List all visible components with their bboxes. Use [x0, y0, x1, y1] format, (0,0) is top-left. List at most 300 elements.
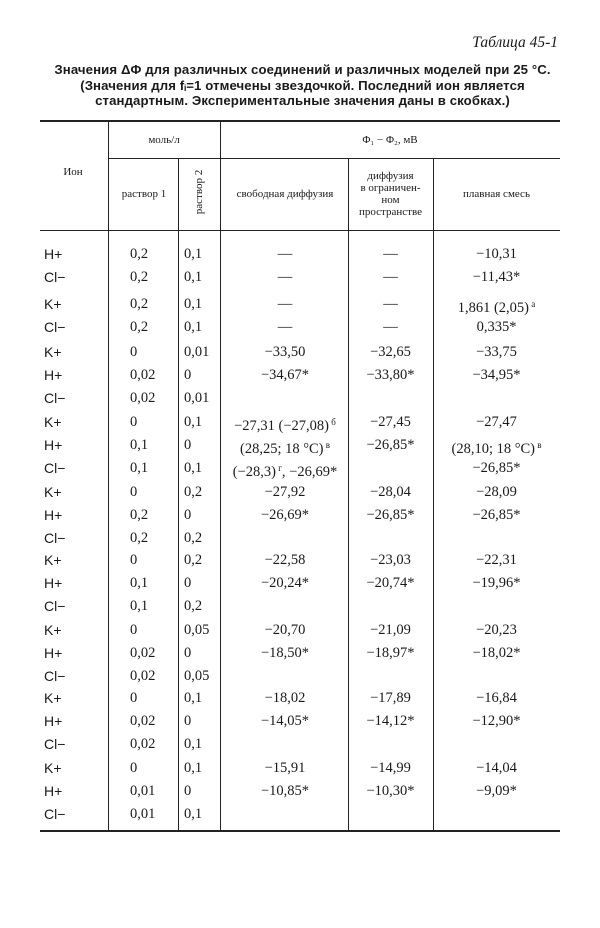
solution-1-cell	[130, 595, 176, 617]
solution-1-cell-value: 0,2	[130, 296, 149, 312]
table-row	[0, 687, 600, 709]
ion-cell-value: Cl−	[44, 269, 66, 285]
free-diffusion-cell	[222, 434, 348, 456]
smooth-mixture-cell-value: −22,31	[476, 552, 517, 568]
limited-diffusion-cell	[348, 293, 433, 315]
solution-2-cell-value: 0,1	[184, 246, 203, 262]
ion-cell-value: K+	[44, 690, 62, 706]
solution-1-cell-value: 0,2	[130, 319, 149, 335]
smooth-mixture-cell	[433, 387, 560, 409]
ion-cell	[44, 687, 100, 709]
ion-cell-value: K+	[44, 552, 62, 568]
limited-diffusion-cell	[348, 780, 433, 802]
limited-diffusion-cell-value: −17,89	[370, 690, 411, 706]
header-potential: Φ₁ − Φ₂, мВ	[362, 134, 418, 146]
table-row	[0, 619, 600, 641]
free-diffusion-cell	[222, 411, 348, 433]
smooth-mixture-cell	[433, 434, 560, 456]
solution-2-cell-value: 0,1	[184, 460, 203, 476]
ion-cell	[44, 619, 100, 641]
smooth-mixture-cell	[433, 316, 560, 338]
footnote-mark: б	[329, 417, 336, 427]
header-concentration: моль/л	[148, 134, 180, 146]
smooth-mixture-cell-value: −19,96*	[472, 575, 521, 591]
header-limited-diffusion	[348, 170, 433, 218]
solution-2-cell	[184, 527, 220, 549]
solution-1-cell	[130, 411, 176, 433]
limited-diffusion-cell-value: —	[383, 296, 398, 312]
table-row	[0, 642, 600, 664]
smooth-mixture-cell	[433, 364, 560, 386]
table-row	[0, 364, 600, 386]
free-diffusion-cell	[222, 687, 348, 709]
solution-1-cell	[130, 481, 176, 503]
ion-cell	[44, 757, 100, 779]
free-diffusion-cell	[222, 364, 348, 386]
limited-diffusion-cell	[348, 266, 433, 288]
smooth-mixture-cell-value: (28,10; 18 °С)	[451, 441, 536, 457]
solution-1-cell	[130, 341, 176, 363]
header-bottom-rule	[40, 230, 560, 231]
ion-cell	[44, 411, 100, 433]
footnote-mark: г	[275, 463, 282, 473]
header-free-diffusion: свободная диффузия	[236, 188, 334, 200]
smooth-mixture-cell	[433, 266, 560, 288]
solution-2-cell-value: 0,2	[184, 598, 203, 614]
ion-cell-value: H+	[44, 645, 63, 661]
free-diffusion-cell	[222, 619, 348, 641]
ion-cell	[44, 527, 100, 549]
solution-1-cell-value: 0,2	[130, 530, 149, 546]
limited-diffusion-cell-value: −23,03	[370, 552, 411, 568]
free-diffusion-cell	[222, 387, 348, 409]
solution-2-cell	[184, 757, 220, 779]
solution-2-cell-value: 0,05	[184, 622, 210, 638]
free-diffusion-cell-value: —	[277, 296, 293, 312]
ion-cell	[44, 665, 100, 687]
smooth-mixture-cell	[433, 757, 560, 779]
smooth-mixture-cell-value: −18,02*	[472, 645, 521, 661]
solution-1-cell	[130, 733, 176, 755]
solution-2-cell-value: 0,1	[184, 414, 203, 430]
free-diffusion-cell	[222, 642, 348, 664]
limited-diffusion-cell	[348, 341, 433, 363]
solution-1-cell-value: 0	[130, 484, 138, 500]
ion-cell	[44, 316, 100, 338]
ion-cell	[44, 504, 100, 526]
solution-1-cell-value: 0,2	[130, 507, 149, 523]
free-diffusion-cell	[222, 572, 348, 594]
smooth-mixture-cell	[433, 733, 560, 755]
free-diffusion-cell	[222, 266, 348, 288]
ion-cell-value: Cl−	[44, 736, 66, 752]
ion-cell	[44, 293, 100, 315]
table-top-rule	[40, 120, 560, 122]
table-row	[0, 266, 600, 288]
free-diffusion-cell-value: −27,31 (−27,08)	[234, 418, 330, 434]
solution-2-cell-value: 0,1	[184, 690, 203, 706]
smooth-mixture-cell	[433, 780, 560, 802]
free-diffusion-cell-value: —	[277, 269, 293, 285]
smooth-mixture-cell	[433, 481, 560, 503]
solution-1-cell-value: 0,2	[130, 269, 149, 285]
solution-2-cell	[184, 504, 220, 526]
footnote-mark: в	[535, 440, 542, 450]
smooth-mixture-cell	[433, 527, 560, 549]
free-diffusion-cell	[222, 293, 348, 315]
limited-diffusion-cell-value: −14,12*	[366, 713, 415, 729]
smooth-mixture-cell-value: 1,861 (2,05)	[457, 300, 530, 316]
ion-cell-value: Cl−	[44, 530, 66, 546]
solution-2-cell-value: 0,1	[184, 806, 203, 822]
limited-diffusion-cell	[348, 757, 433, 779]
smooth-mixture-cell-value: −12,90*	[472, 713, 521, 729]
solution-1-cell-value: 0,02	[130, 713, 156, 729]
solution-2-cell	[184, 642, 220, 664]
table-row	[0, 780, 600, 802]
ion-cell	[44, 780, 100, 802]
solution-2-cell-value: 0,1	[184, 736, 203, 752]
ion-cell	[44, 481, 100, 503]
solution-1-cell	[130, 387, 176, 409]
ion-cell-value: Cl−	[44, 806, 66, 822]
limited-diffusion-cell	[348, 504, 433, 526]
ion-cell-value: K+	[44, 622, 62, 638]
solution-2-cell	[184, 687, 220, 709]
free-diffusion-cell	[222, 316, 348, 338]
smooth-mixture-cell	[433, 710, 560, 732]
free-diffusion-cell	[222, 665, 348, 687]
ion-cell-value: H+	[44, 575, 63, 591]
solution-1-cell-value: 0	[130, 690, 138, 706]
smooth-mixture-cell-value: −20,23	[476, 622, 517, 638]
table-row	[0, 316, 600, 338]
limited-diffusion-cell	[348, 665, 433, 687]
solution-1-cell-value: 0,02	[130, 668, 156, 684]
ion-cell-value: K+	[44, 296, 62, 312]
ion-cell	[44, 733, 100, 755]
free-diffusion-cell-value: (−28,3)	[232, 464, 276, 480]
ion-cell	[44, 803, 100, 825]
smooth-mixture-cell-value: −16,84	[476, 690, 517, 706]
limited-diffusion-cell-value: —	[383, 269, 398, 285]
solution-1-cell-value: 0	[130, 760, 138, 776]
smooth-mixture-cell	[433, 457, 560, 479]
table-row	[0, 411, 600, 433]
ion-cell	[44, 457, 100, 479]
smooth-mixture-cell-value: −11,43*	[472, 269, 521, 285]
solution-1-cell	[130, 642, 176, 664]
solution-1-cell	[130, 364, 176, 386]
smooth-mixture-cell-value: −26,85*	[472, 460, 521, 476]
free-diffusion-cell-value: −34,67*	[260, 367, 310, 383]
ion-cell	[44, 266, 100, 288]
free-diffusion-cell-value: −20,24*	[260, 575, 310, 591]
header-line: пространстве	[359, 206, 422, 218]
solution-1-cell	[130, 457, 176, 479]
limited-diffusion-cell	[348, 243, 433, 265]
limited-diffusion-cell	[348, 316, 433, 338]
footnote-mark: а	[529, 299, 536, 309]
ion-cell-value: Cl−	[44, 460, 66, 476]
ion-cell	[44, 710, 100, 732]
smooth-mixture-cell	[433, 619, 560, 641]
solution-2-cell	[184, 549, 220, 571]
solution-2-cell-value: 0,2	[184, 484, 203, 500]
limited-diffusion-cell	[348, 619, 433, 641]
table-number: Таблица 45-1	[472, 34, 558, 51]
solution-1-cell	[130, 316, 176, 338]
limited-diffusion-cell	[348, 364, 433, 386]
solution-2-cell	[184, 364, 220, 386]
limited-diffusion-cell-value: −28,04	[370, 484, 411, 500]
solution-1-cell	[130, 780, 176, 802]
solution-1-cell	[130, 665, 176, 687]
smooth-mixture-cell	[433, 504, 560, 526]
table-row	[0, 710, 600, 732]
limited-diffusion-cell	[348, 527, 433, 549]
ion-cell-value: K+	[44, 760, 62, 776]
free-diffusion-cell	[222, 710, 348, 732]
solution-2-cell	[184, 243, 220, 265]
smooth-mixture-cell-value: 0,335*	[476, 319, 517, 335]
table-row	[0, 243, 600, 265]
ion-cell	[44, 434, 100, 456]
solution-1-cell-value: 0	[130, 344, 138, 360]
free-diffusion-cell-value: −33,50	[264, 344, 306, 360]
solution-2-cell	[184, 293, 220, 315]
ion-cell-value: H+	[44, 713, 63, 729]
solution-2-cell	[184, 481, 220, 503]
solution-1-cell	[130, 266, 176, 288]
ion-cell	[44, 572, 100, 594]
table-row	[0, 733, 600, 755]
limited-diffusion-cell	[348, 481, 433, 503]
ion-cell-value: Cl−	[44, 390, 66, 406]
limited-diffusion-cell	[348, 733, 433, 755]
ion-cell-value: H+	[44, 367, 63, 383]
smooth-mixture-cell	[433, 572, 560, 594]
solution-1-cell-value: 0	[130, 552, 138, 568]
limited-diffusion-cell	[348, 457, 433, 479]
ion-cell-value: H+	[44, 246, 63, 262]
smooth-mixture-cell-value: −27,47	[476, 414, 517, 430]
limited-diffusion-cell-value: −32,65	[370, 344, 411, 360]
limited-diffusion-cell-value: −21,09	[370, 622, 411, 638]
free-diffusion-cell-value: −14,05*	[260, 713, 310, 729]
ion-cell-value: H+	[44, 783, 63, 799]
header-solution-1: раствор 1	[121, 188, 167, 200]
ion-cell-value: H+	[44, 507, 63, 523]
free-diffusion-cell	[222, 549, 348, 571]
ion-cell-value: Cl−	[44, 668, 66, 684]
solution-2-cell-value: 0	[184, 645, 192, 661]
footnote-mark: в	[323, 440, 331, 450]
limited-diffusion-cell-value: —	[383, 319, 398, 335]
ion-cell-value: K+	[44, 484, 62, 500]
solution-1-cell	[130, 687, 176, 709]
free-diffusion-cell	[222, 803, 348, 825]
smooth-mixture-cell	[433, 411, 560, 433]
table-row	[0, 504, 600, 526]
solution-2-cell-value: 0	[184, 575, 192, 591]
free-diffusion-cell	[222, 780, 348, 802]
free-diffusion-cell-value: (28,25; 18 °С)	[239, 441, 324, 457]
ion-cell-value: Cl−	[44, 598, 66, 614]
smooth-mixture-cell-value: −14,04	[476, 760, 517, 776]
solution-2-cell	[184, 387, 220, 409]
limited-diffusion-cell	[348, 411, 433, 433]
solution-1-cell-value: 0	[130, 622, 138, 638]
free-diffusion-cell-value: —	[277, 246, 293, 262]
solution-2-cell-value: 0	[184, 713, 192, 729]
limited-diffusion-cell	[348, 642, 433, 664]
ion-cell	[44, 341, 100, 363]
free-diffusion-cell	[222, 733, 348, 755]
limited-diffusion-cell-value: —	[383, 246, 398, 262]
solution-1-cell	[130, 434, 176, 456]
limited-diffusion-cell-value: −20,74*	[366, 575, 415, 591]
limited-diffusion-cell-value: −33,80*	[366, 367, 415, 383]
solution-1-cell	[130, 293, 176, 315]
solution-2-cell	[184, 733, 220, 755]
smooth-mixture-cell	[433, 341, 560, 363]
free-diffusion-cell-value: −10,85*	[260, 783, 310, 799]
free-diffusion-cell	[222, 243, 348, 265]
solution-2-cell-value: 0	[184, 783, 192, 799]
free-diffusion-cell	[222, 341, 348, 363]
solution-2-cell	[184, 457, 220, 479]
limited-diffusion-cell	[348, 387, 433, 409]
solution-2-cell-value: 0,2	[184, 530, 203, 546]
smooth-mixture-cell	[433, 665, 560, 687]
smooth-mixture-cell-value: −26,85*	[472, 507, 521, 523]
solution-2-cell-value: 0	[184, 507, 192, 523]
header-ion: Ион	[63, 166, 83, 178]
solution-1-cell-value: 0,02	[130, 390, 156, 406]
solution-1-cell-value: 0,01	[130, 783, 156, 799]
solution-2-cell-value: 0,1	[184, 319, 203, 335]
limited-diffusion-cell	[348, 434, 433, 456]
free-diffusion-cell-value: −26,69*	[260, 507, 310, 523]
solution-1-cell	[130, 504, 176, 526]
solution-2-cell-value: 0,2	[184, 552, 203, 568]
solution-1-cell	[130, 619, 176, 641]
ion-cell-value: K+	[44, 414, 62, 430]
table-row	[0, 803, 600, 825]
free-diffusion-cell-value: —	[277, 319, 293, 335]
table-row	[0, 481, 600, 503]
free-diffusion-cell	[222, 504, 348, 526]
limited-diffusion-cell-value: −18,97*	[366, 645, 415, 661]
free-diffusion-cell-value: −15,91	[264, 760, 306, 776]
limited-diffusion-cell	[348, 595, 433, 617]
solution-2-cell-value: 0	[184, 437, 192, 453]
table-row	[0, 387, 600, 409]
table-row	[0, 434, 600, 456]
ion-cell-value: Cl−	[44, 319, 66, 335]
solution-2-cell-value: 0,01	[184, 390, 210, 406]
solution-1-cell-value: 0	[130, 414, 138, 430]
smooth-mixture-cell-value: −9,09*	[476, 783, 517, 799]
free-diffusion-cell-value: −18,50*	[260, 645, 310, 661]
solution-2-cell	[184, 572, 220, 594]
ion-cell	[44, 243, 100, 265]
solution-2-cell-value: 0,1	[184, 269, 203, 285]
solution-2-cell	[184, 316, 220, 338]
caption-line: стандартным. Экспериментальные значения даны в скобках.)	[95, 93, 510, 108]
free-diffusion-cell	[222, 457, 348, 479]
smooth-mixture-cell	[433, 293, 560, 315]
header-line: в ограничен-	[360, 182, 421, 194]
table-row	[0, 757, 600, 779]
solution-1-cell-value: 0,1	[130, 575, 149, 591]
solution-1-cell-value: 0,01	[130, 806, 156, 822]
solution-2-cell	[184, 665, 220, 687]
smooth-mixture-cell-value: −10,31	[476, 246, 517, 262]
free-diffusion-cell	[222, 595, 348, 617]
free-diffusion-cell-value: −18,02	[264, 690, 306, 706]
smooth-mixture-cell	[433, 687, 560, 709]
solution-2-cell	[184, 266, 220, 288]
solution-2-cell-value: 0,01	[184, 344, 210, 360]
free-diffusion-cell-value: −20,70	[264, 622, 306, 638]
solution-1-cell-value: 0,02	[130, 645, 156, 661]
table-row	[0, 665, 600, 687]
header-smooth-mixture: плавная смесь	[463, 188, 530, 200]
header-mid-rule	[108, 158, 560, 159]
solution-1-cell	[130, 757, 176, 779]
solution-2-cell	[184, 434, 220, 456]
header-solution-2: раствор 2	[193, 169, 205, 215]
solution-1-cell	[130, 243, 176, 265]
smooth-mixture-cell-value: −28,09	[476, 484, 517, 500]
ion-cell	[44, 549, 100, 571]
table-bottom-rule	[40, 830, 560, 832]
free-diffusion-cell-value: −22,58	[264, 552, 306, 568]
solution-1-cell-value: 0,2	[130, 246, 149, 262]
smooth-mixture-cell	[433, 803, 560, 825]
ion-cell	[44, 595, 100, 617]
limited-diffusion-cell	[348, 549, 433, 571]
ion-cell	[44, 642, 100, 664]
solution-2-cell-value: 0,05	[184, 668, 210, 684]
smooth-mixture-cell	[433, 549, 560, 571]
solution-2-cell	[184, 619, 220, 641]
header-line: ном	[381, 194, 400, 206]
solution-2-cell-value: 0	[184, 367, 192, 383]
solution-2-cell	[184, 341, 220, 363]
table-row	[0, 293, 600, 315]
solution-1-cell	[130, 572, 176, 594]
solution-1-cell	[130, 803, 176, 825]
smooth-mixture-cell	[433, 642, 560, 664]
table-row	[0, 341, 600, 363]
solution-2-cell	[184, 595, 220, 617]
solution-1-cell	[130, 527, 176, 549]
limited-diffusion-cell	[348, 572, 433, 594]
table-row	[0, 595, 600, 617]
solution-1-cell-value: 0,1	[130, 460, 149, 476]
free-diffusion-cell	[222, 481, 348, 503]
limited-diffusion-cell-value: −27,45	[370, 414, 411, 430]
limited-diffusion-cell-value: −14,99	[370, 760, 411, 776]
caption-line: Значения ΔΦ для различных соединений и различных моделей при 25 °С.	[54, 62, 551, 77]
solution-1-cell-value: 0,02	[130, 736, 156, 752]
limited-diffusion-cell-value: −10,30*	[366, 783, 415, 799]
solution-1-cell-value: 0,1	[130, 598, 149, 614]
free-diffusion-cell	[222, 527, 348, 549]
